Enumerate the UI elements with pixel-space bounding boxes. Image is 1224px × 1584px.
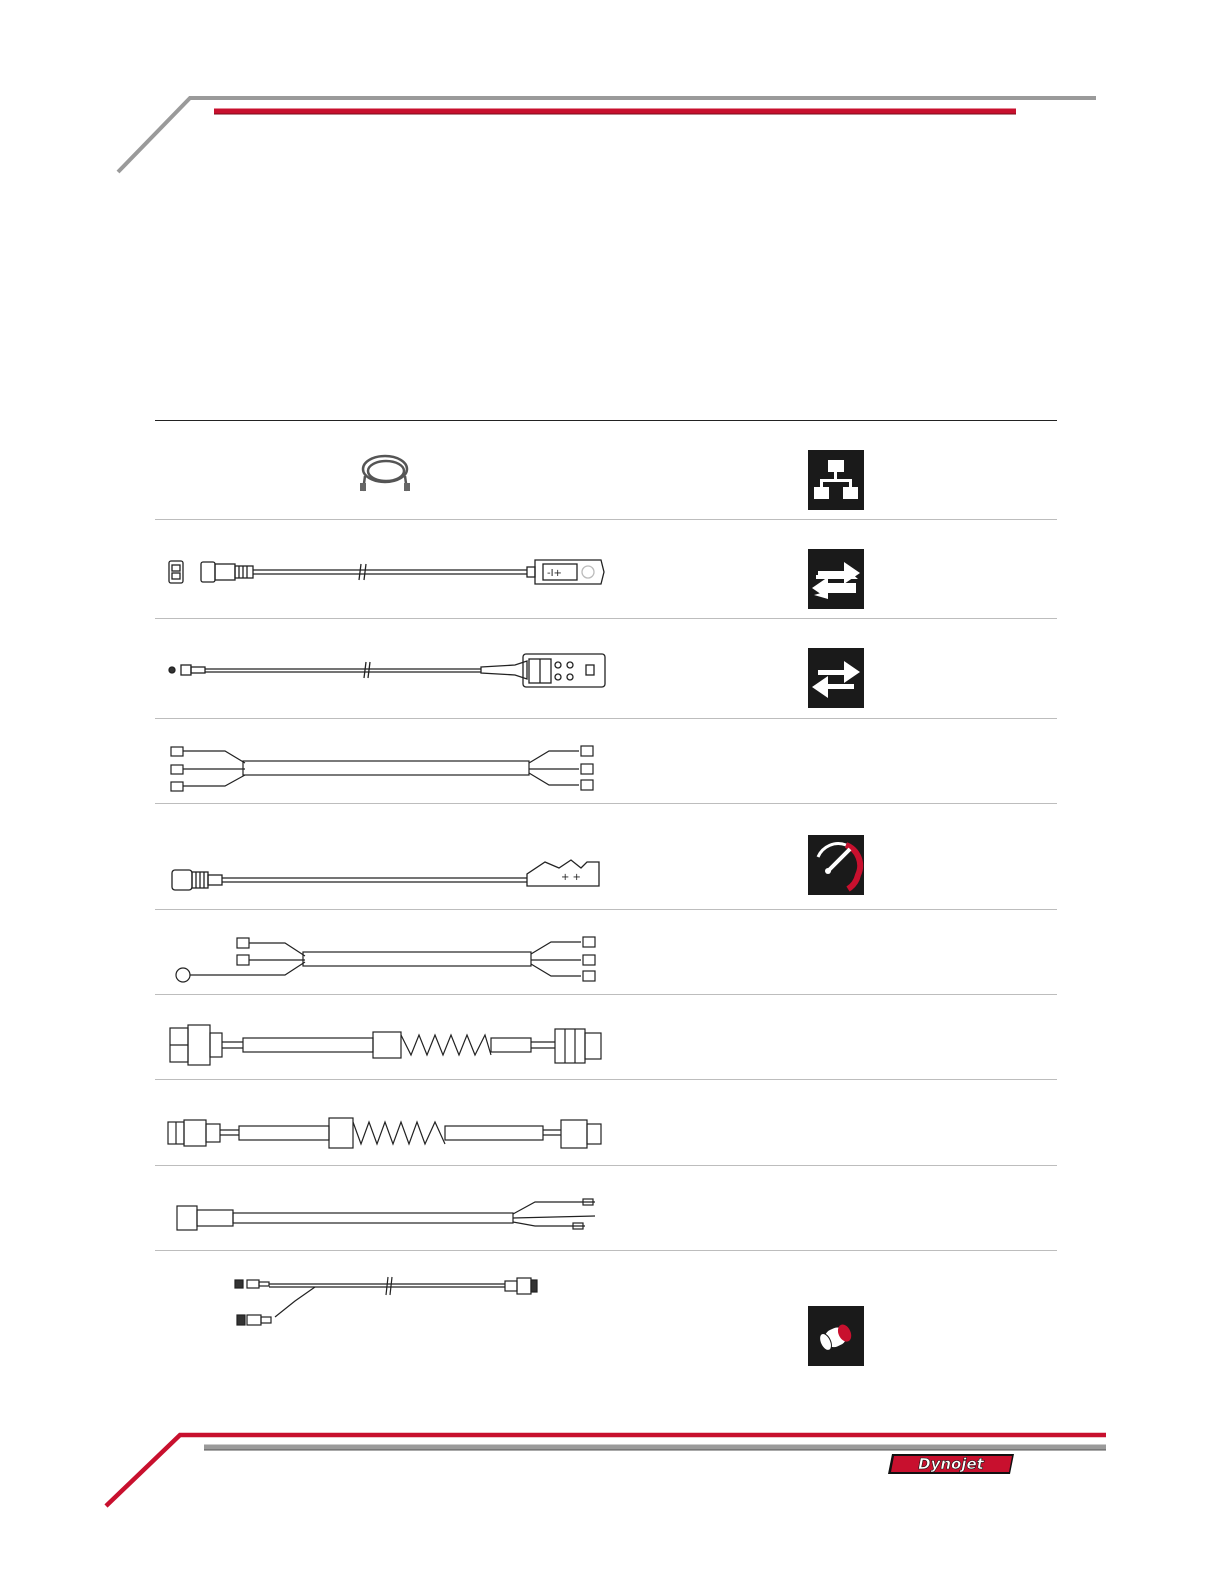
swap-arrows-icon bbox=[808, 648, 864, 708]
table-row bbox=[155, 995, 1057, 1080]
display-cable-b-image bbox=[155, 619, 755, 718]
footer-frame bbox=[0, 1420, 1224, 1584]
sensor-icon bbox=[808, 1306, 864, 1366]
table-row bbox=[155, 421, 1057, 520]
clamp-lead-image bbox=[155, 804, 755, 909]
network-icon bbox=[808, 450, 864, 510]
sealed-harness-large-image bbox=[155, 995, 755, 1079]
svg-text:Dynojet: Dynojet bbox=[918, 1455, 984, 1473]
sealed-harness-small-image bbox=[155, 1080, 755, 1165]
y-split-cable-image bbox=[155, 1251, 755, 1391]
tachometer-icon bbox=[808, 835, 864, 895]
table-row bbox=[155, 910, 1057, 995]
table-row bbox=[155, 1080, 1057, 1166]
cat5-cable-image bbox=[155, 421, 755, 519]
header-frame bbox=[0, 0, 1224, 200]
table-row bbox=[155, 804, 1057, 910]
flying-lead-harness-image bbox=[155, 1166, 755, 1250]
dynojet-logo bbox=[888, 1452, 1018, 1476]
swap-arrows-icon bbox=[808, 549, 864, 609]
table-row bbox=[155, 619, 1057, 719]
display-cable-a-image bbox=[155, 520, 755, 618]
ground-harness-image bbox=[155, 910, 755, 994]
table-row bbox=[155, 1166, 1057, 1251]
svg-text:+ +: + + bbox=[561, 872, 581, 883]
svg-text:-I+: -I+ bbox=[547, 568, 562, 579]
splice-harness-image bbox=[155, 719, 755, 803]
table-row bbox=[155, 719, 1057, 804]
table-row bbox=[155, 1251, 1057, 1391]
table-row bbox=[155, 520, 1057, 619]
